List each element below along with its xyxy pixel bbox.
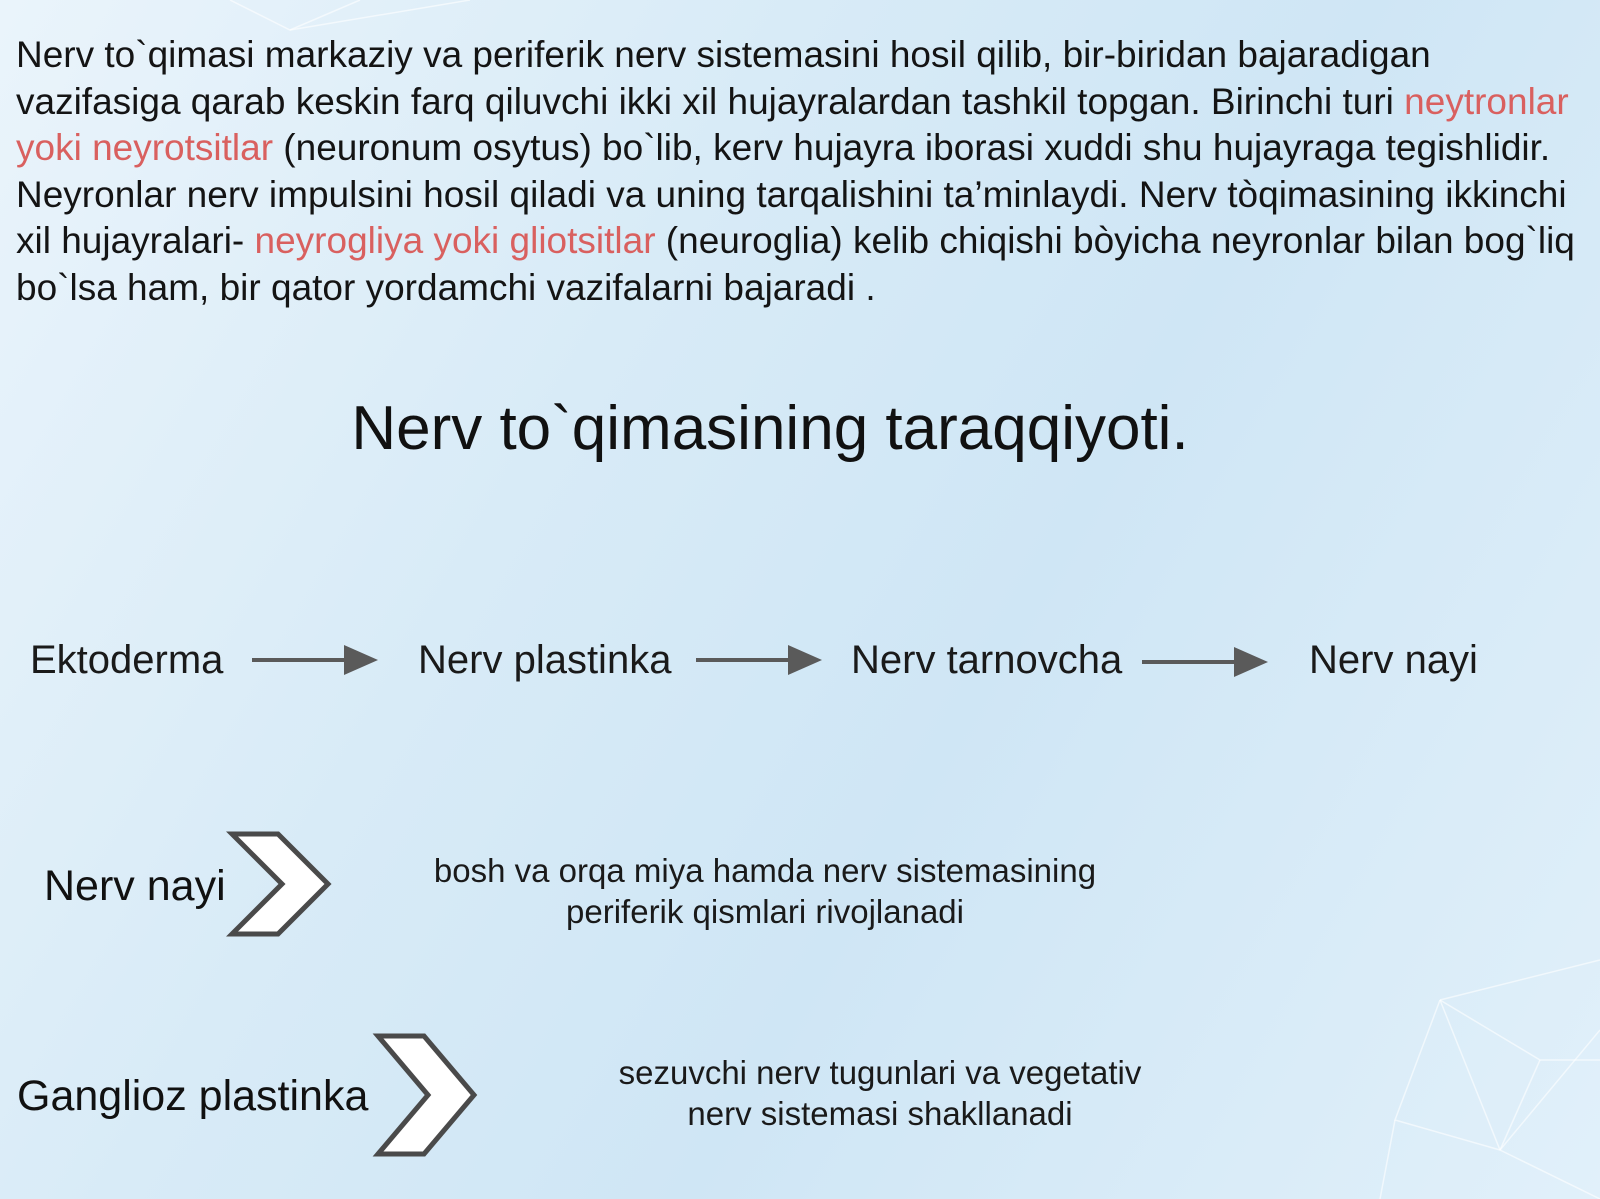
flow-item-nerv-nayi: Nerv nayi <box>1309 638 1478 682</box>
intro-highlight-glia: neyrogliya yoki gliotsitlar <box>254 220 656 261</box>
chevron-right-icon <box>372 1032 482 1158</box>
description-line: bosh va orqa miya hamda nerv sistemasining <box>433 852 1097 889</box>
row-label-nerv-nayi: Nerv nayi <box>44 862 226 910</box>
row-description-nerv-nayi <box>370 850 1160 932</box>
description-line: nerv sistemasi shakllanadi <box>687 1095 1073 1132</box>
arrow-right-icon <box>696 642 826 678</box>
arrow-right-icon <box>1142 644 1272 680</box>
chevron-right-icon <box>226 830 336 938</box>
intro-text-2: (neuronum osytus) bo`lib, kerv hujayra iborasi xuddi shu hujayraga tegishlidir. Neyronlar nerv impulsini hosil qiladi va uning tarqalishini ta’minlaydi. Nerv tòqimasining ikkinchi xil hujayralari- <box>16 127 1567 261</box>
row-description-ganglioz-plastinka <box>570 1052 1190 1134</box>
flow-item-nerv-tarnovcha: Nerv tarnovcha <box>851 638 1123 682</box>
flow-item-nerv-plastinka: Nerv plastinka <box>418 638 672 682</box>
row-label-ganglioz-plastinka: Ganglioz plastinka <box>17 1072 369 1120</box>
intro-text-3: (neuroglia) kelib chiqishi bòyicha neyronlar bilan bog`liq bo`lsa ham, bir qator yordamchi vazifalarni bajaradi . <box>16 220 1575 308</box>
description-line: periferik qismlari rivojlanadi <box>566 893 964 930</box>
page-title: Nerv to`qimasining taraqqiyoti. <box>351 394 1189 463</box>
intro-highlight-neurons: neytronlar yoki neyrotsitlar <box>16 80 1569 168</box>
description-line: sezuvchi nerv tugunlari va vegetativ <box>618 1054 1142 1091</box>
flow-item-ektoderma: Ektoderma <box>30 638 224 682</box>
intro-text-1: Nerv to`qimasi markaziy va periferik nerv sistemasini hosil qilib, bir-biridan bajaradigan vazifasiga qarab keskin farq qiluvchi ikki xil hujayralardan tashkil topgan. Birinchi turi <box>16 34 1431 122</box>
arrow-right-icon <box>252 642 382 678</box>
intro-paragraph <box>16 32 1576 311</box>
